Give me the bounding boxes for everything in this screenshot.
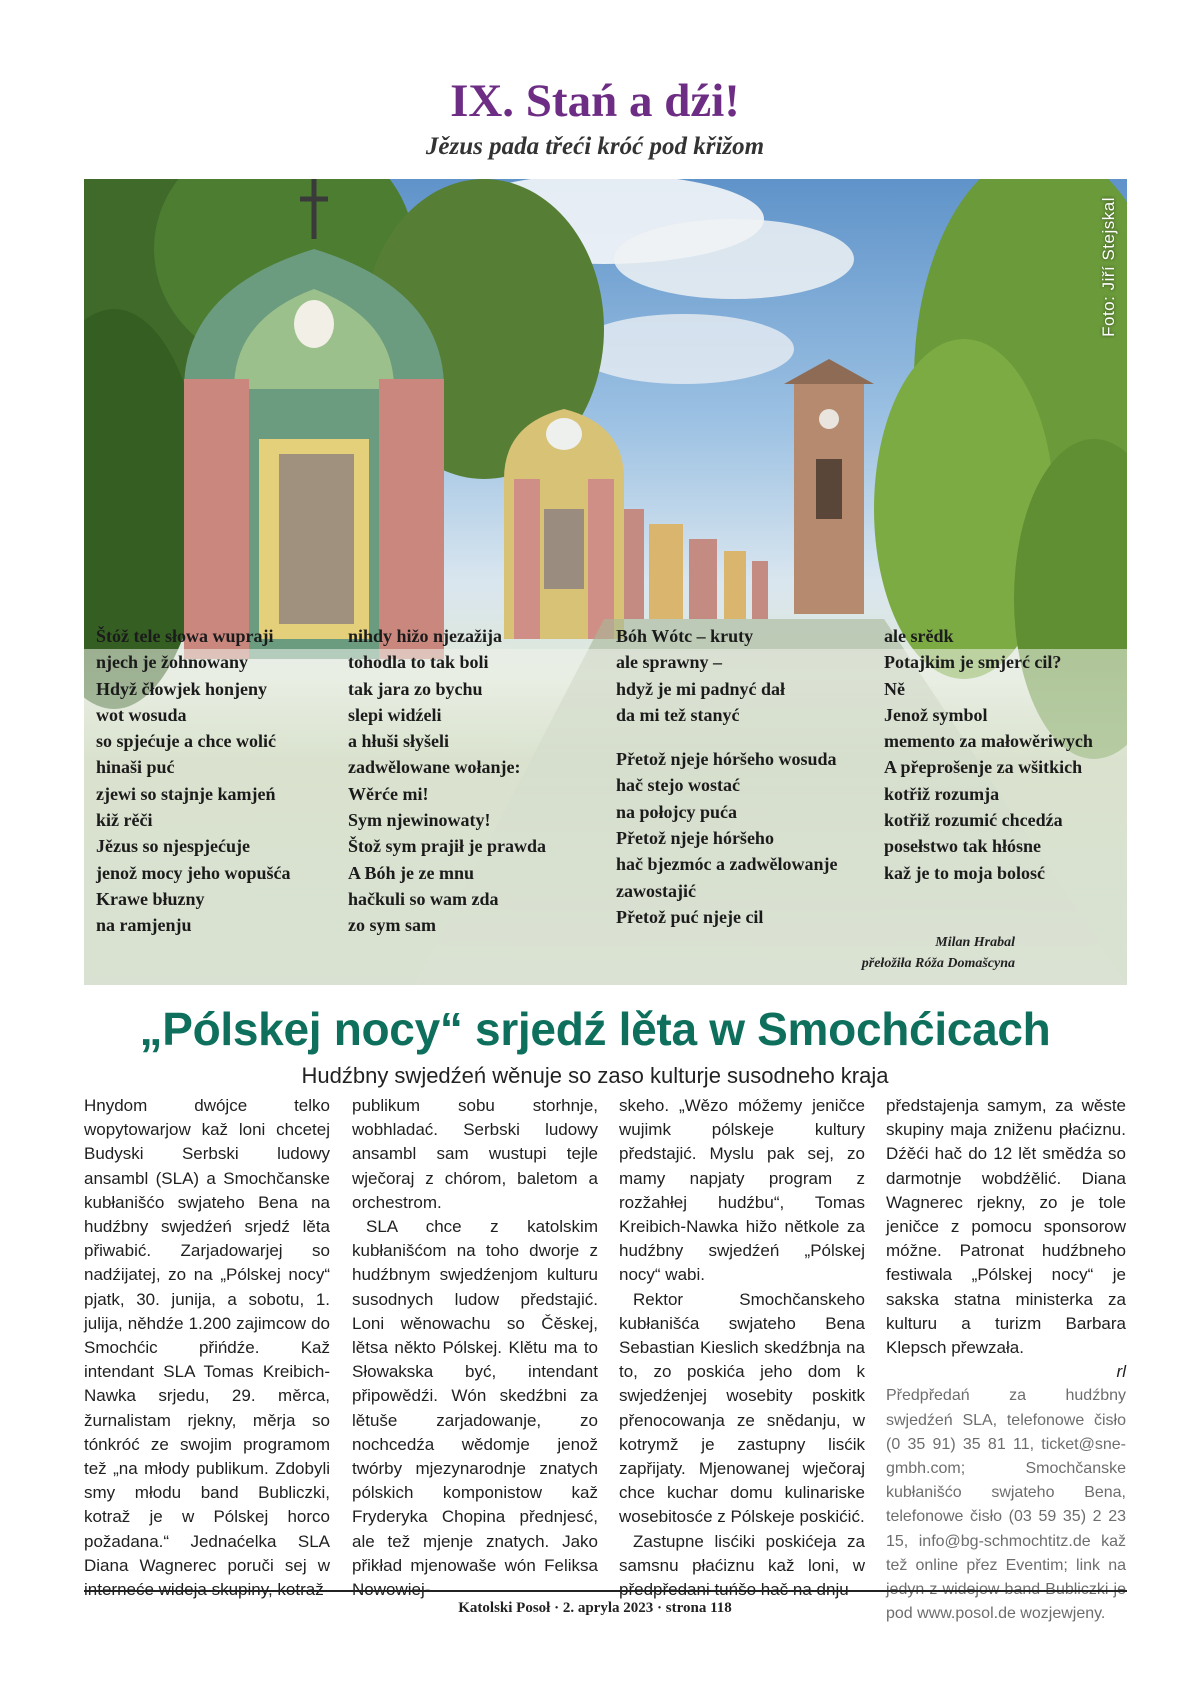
poem-line: na ramjenju	[96, 915, 192, 936]
poem-line: memento za małowěriwych	[884, 731, 1093, 752]
poem-line: zawostajić	[616, 880, 696, 901]
poem-translator: přełožiła Róža Domašcyna	[861, 956, 1015, 971]
poem-line: slepi widźeli	[348, 704, 442, 725]
poem-line: Přetož njeje hóršeho wosuda	[616, 749, 837, 770]
article-column-2	[352, 1094, 598, 1602]
poem-line: ale srědk	[884, 626, 954, 646]
poem-line: A Bóh je ze mnu	[348, 862, 474, 883]
poem-line: wot wosuda	[96, 704, 187, 725]
article-paragraph: SLA chce z katolskim kubłanišćom na toho dworje z hudźbnym swjedźenjom kulturu susodnych ludow předstajić. Loni wěnowachu so Čěskej, lětsa někto Pólskej. Klětu ma to Słowakska być, intendant připowědźi. Wón skedźbni za lětuše zarjadowanje, zo nochcedźa wědomje jenož twórby mjezynarodnje znatych pólskich komponistow kaž Fryderyka Chopina přednjesć, ale tež mjenje znatych. Jako přikład mjenowaše wón Feliksa	[352, 1217, 598, 1575]
article-column-3	[619, 1094, 865, 1602]
poem-line: hdyž je mi padnyć dał	[616, 678, 786, 699]
page-title: IX. Stań a dźi!	[450, 75, 740, 127]
poem-line: jenož mocy jeho wopušća	[96, 862, 291, 883]
poem-line: Potajkim je smjerć cil?	[884, 652, 1062, 673]
poem-line: zadwělowane wołanje:	[348, 757, 521, 778]
article-column-4	[886, 1094, 1126, 1626]
poem-line: Přetož puć njeje cil	[616, 906, 764, 927]
poem-line: Jězus so njespjećuje	[96, 836, 250, 857]
photo-credit: Foto: Jiří Stejskal	[1099, 197, 1118, 337]
poem-line: Štóž tele słowa wupraji	[96, 626, 274, 646]
article-column-1	[84, 1094, 330, 1602]
poem-line: Krawe błuzny	[96, 888, 205, 909]
page-footer: Katolski Posoł · 2. apryla 2023 · strona 118	[458, 1600, 732, 1616]
article-headline: „Pólskej nocy“ srjedź lěta w Smochćicach	[139, 1003, 1051, 1055]
article-deck: Hudźbny swjedźeń wěnuje so zaso kulturje susodneho kraja	[301, 1063, 889, 1088]
poem-line: hinaši puć	[96, 757, 175, 778]
poem-line: na połojcy puća	[616, 801, 738, 822]
article-signoff: rl	[1116, 1362, 1126, 1382]
poem-line: tak jara zo bychu	[348, 678, 483, 699]
poem-line: so spjećuje a chce wolić	[96, 731, 276, 752]
poem-line: kiž rěči	[96, 810, 153, 831]
poem-line: zjewi so stajnje kamjeń	[96, 783, 276, 804]
poem-line: kotřiž rozumja	[884, 783, 1000, 804]
poem-line: hač bjezmóc a zadwělowanje	[616, 854, 838, 875]
article-paragraph: Zastupne lisćiki poskićeja za samsnu płaćiznu kaž loni, w	[619, 1531, 865, 1575]
poem-line: nihdy hižo njezažija	[348, 626, 503, 646]
article-paragraph: Hnydom dwójce telko wopytowarjow kaž loni chcetej Budyski Serbski ludowy ansambl (SLA) a Smochčanske kubłanišćo swjateho Bena na hudźbny swjedźeń srjedź lěta přiwabić. Zarjadowarjej so nadźijatej, zo na „Pólskej nocy“ pjatk, 30. junija, a sobotu, 1. julija, něhdźe 1.200 zajimcow do Smochćic přińdźe. Kaž intendant SLA Tomas Kreibich-Nawka srjedu, 29. měrca, žurnalistam rjekny, měrja so tónkróć ze swojim programom tež „na młody publikum. Zdobyli smy młodu band Bubliczki, kotraž je w Pólskej horco požadana.“ Jednaćelka SLA Diana Wagnerec poruči sej w	[84, 1096, 330, 1575]
article-paragraph: předstajenja samym, za wěste skupiny maja zniženu płaćiznu. Dźěći hač do 12 lět smědźa so darmotnje wobdźělić. Diana Wagnerec rjekny, zo je tole jeničce z pomocu sponsorow móžne. Patronat hudźbneho festiwala „Pólskej nocy“ je sakska statna ministerka za kulturu a turizm Barbara Klepsch přewzała.	[886, 1096, 1126, 1358]
poem-line: Ně	[884, 678, 905, 699]
article-paragraph: skeho. „Wězo móžemy jeničce wujimk pólskeje kultury předstajić. Myslu pak sej, zo mamy napjaty program z rozžahłej hudźbu“, Tomas Kreibich-Nawka hižo nětkole za hudźbny swjedźeń „Pólskej nocy“ wabi.	[619, 1096, 865, 1285]
poem-line: hačkuli so wam zda	[348, 888, 499, 909]
poem-line: Štož sym prajił je prawda	[348, 836, 546, 857]
poem-line: A přeprošenje za wšitkich	[884, 757, 1083, 778]
article-paragraph: Rektor Smochčanskeho kubłanišća swjateho Bena Sebastian Kieslich skedźbnja na to, zo poskića jeho dom k swjedźenjej wosebity poskitk přenocowanja ze snědanju, w kotrymž je zastupny lisćik zapřijaty. Mjenowanej wječoraj chce kuchar domu kulinariske wosebitosće z Pólskeje poskićić.	[619, 1289, 865, 1527]
poem-line: Přetož njeje hóršeho	[616, 828, 774, 849]
page-subtitle: Jězus pada třeći króć pod křižom	[425, 133, 765, 160]
poem-line: tohodla to tak boli	[348, 652, 489, 673]
poem-line: ale sprawny –	[616, 652, 723, 673]
poem-column-4	[884, 623, 1134, 886]
poem-line: zo sym sam	[348, 915, 436, 936]
poem-line: kotřiž rozumić chcedźa	[884, 810, 1063, 831]
poem-line: Wěrće mi!	[348, 783, 429, 804]
poem-line: da mi tež stanyć	[616, 704, 740, 725]
article-paragraph: publikum sobu storhnje, wobhladać. Serbski ludowy ansambl sam wustupi tejle wječoraj z chórom, baletom a orchestrom.	[352, 1096, 598, 1212]
poem-column-3	[616, 623, 866, 930]
poem-line: hač stejo wostać	[616, 775, 740, 796]
poem-line: a hłuši słyšeli	[348, 731, 450, 752]
poem-line: Hdyž čłowjek honjeny	[96, 678, 267, 699]
poem-line: Jenož symbol	[884, 704, 988, 725]
poem-line: Sym njewinowaty!	[348, 810, 491, 831]
poem-line: posełstwo tak hłósne	[884, 836, 1042, 857]
poem-line: njech je žohnowany	[96, 652, 248, 673]
ticket-info: Předpředań za hudźbny swjedźeń SLA, telefonowe čisło (0 35 91) 35 81 11, ticket@sne-gmbh.com; Smochčanske kubłanišćo swjateho Bena, telefonowe čisło (03 59 35) 2 23 15, info@bg-schmochtitz.de kaž tež online přez Eventim; link na pod www.posol.de wozjewjeny.	[886, 1387, 1126, 1623]
poem-line: Bóh Wótc – kruty	[616, 626, 754, 646]
poem-column-1	[96, 623, 346, 939]
poem-line: kaž je to moja bolosć	[884, 862, 1045, 883]
poem-column-2	[348, 623, 598, 939]
poem-author: Milan Hrabal	[935, 935, 1015, 950]
footer-rule	[84, 1590, 1127, 1592]
